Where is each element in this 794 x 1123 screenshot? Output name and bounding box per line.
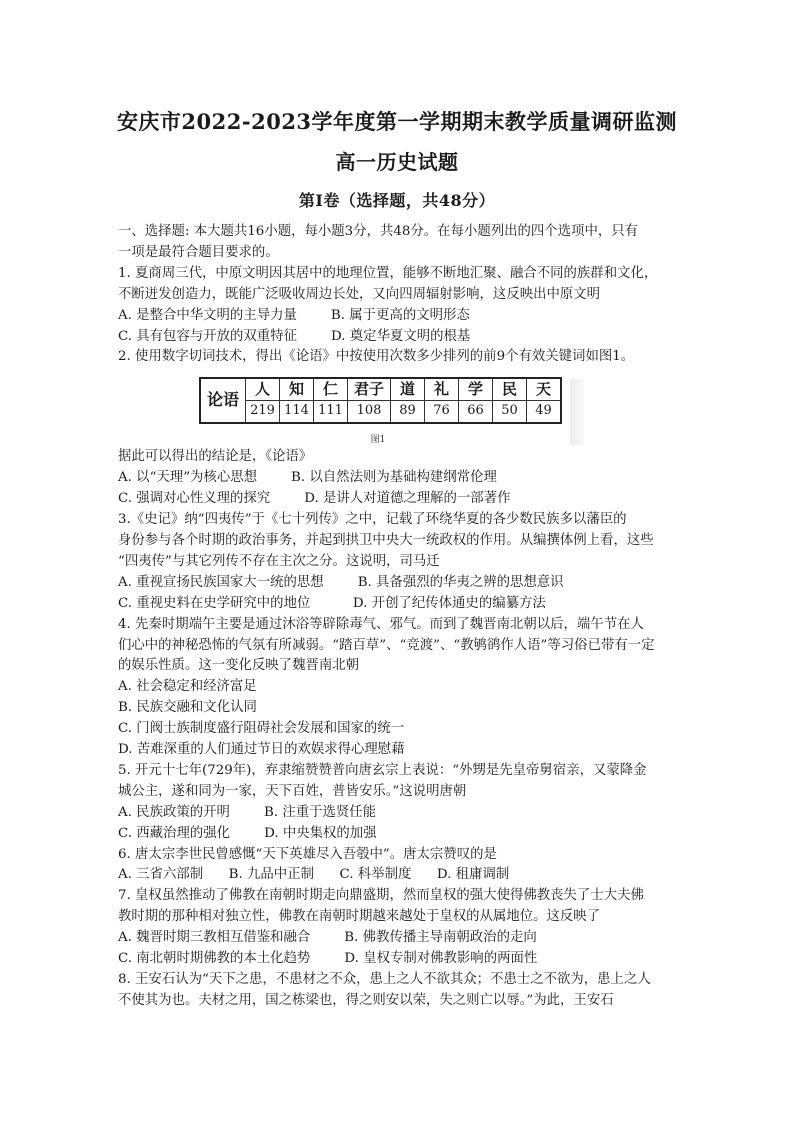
question-4-option-d: D. 苦难深重的人们通过节日的欢娱求得心理慰藉 xyxy=(118,742,405,758)
question-5-stem: 城公主，遂和同为一家，天下百姓，普皆安乐。”这说明唐朝 xyxy=(118,783,467,799)
question-2-options: A. 以“天理”为核心思想 B. 以自然法则为基础构建纲常伦理 xyxy=(118,470,497,486)
question-2-stem: 2. 使用数字切词技术，得出《论语》中按使用次数多少排列的前9个有效关键词如图1。 xyxy=(118,349,635,365)
question-3-stem: 3.《史记》纳“四夷传”于《七十列传》之中，记载了环绕华夏的各少数民族多以藩臣的 xyxy=(118,512,627,528)
question-1-stem: 不断迸发创造力，既能广泛吸收周边长处，又向四周辐射影响，这反映出中原文明 xyxy=(118,286,601,302)
question-2-stem: 据此可以得出的结论是，《论语》 xyxy=(118,449,313,465)
question-4-option-b: B. 民族交融和文化认同 xyxy=(118,700,257,716)
section-title: 第Ⅰ卷（选择题，共48分） xyxy=(298,191,496,210)
question-4-stem: 4. 先秦时期端午主要是通过沐浴等辟除毒气、邪气。而到了魏晋南北朝以后，端午节在人 xyxy=(118,616,644,632)
figure-1 xyxy=(118,373,678,431)
question-3-stem: 身份参与各个时期的政治事务，并起到拱卫中央大一统政权的作用。从编撰体例上看，这些 xyxy=(118,532,654,548)
count-cell: 108 xyxy=(348,401,391,424)
question-6-options: A. 三省六部制 B. 九品中正制 C. 科举制度 D. 租庸调制 xyxy=(118,867,510,883)
question-8-stem: 不使其为也。夫材之用，国之栋梁也，得之则安以荣，失之则亡以辱。”为此，王安石 xyxy=(118,992,614,1008)
question-5-stem: 5. 开元十七年(729年)，弃隶缩赞赞普向唐玄宗上表说：“外甥是先皇帝舅宿亲，又蒙降金 xyxy=(118,762,647,778)
count-cell: 66 xyxy=(459,401,493,424)
keyword-table xyxy=(199,377,562,424)
keyword-cell: 民 xyxy=(493,378,527,401)
question-1-stem: 1. 夏商周三代，中原文明因其居中的地理位置，能够不断地汇聚、融合不同的族群和文化， xyxy=(118,265,658,281)
question-1-options: C. 具有包容与开放的双重特征 D. 奠定华夏文明的根基 xyxy=(118,328,471,344)
question-7-stem: 7. 皇权虽然推动了佛教在南朝时期走向鼎盛期，然而皇权的强大使得佛教丧失了士大夫佛 xyxy=(118,888,644,904)
keyword-cell: 君子 xyxy=(348,378,391,401)
question-2-options: C. 强调对心性义理的探究 D. 是讲人对道德之理解的一部著作 xyxy=(118,491,511,507)
keyword-cell: 学 xyxy=(459,378,493,401)
question-3-options: C. 重视史料在史学研究中的地位 D. 开创了纪传体通史的编纂方法 xyxy=(118,595,546,611)
count-cell: 76 xyxy=(425,401,459,424)
question-5-options: C. 西藏治理的强化 D. 中央集权的加强 xyxy=(118,825,377,841)
keyword-cell: 仁 xyxy=(314,378,348,401)
keyword-cell: 人 xyxy=(246,378,280,401)
intro-line: 一、选择题: 本大题共16小题，每小题3分，共48分。在每小题列出的四个选项中，只有 xyxy=(118,224,639,239)
question-4-stem: 的娱乐性质。这一变化反映了魏晋南北朝 xyxy=(118,658,360,674)
keyword-cell: 礼 xyxy=(425,378,459,401)
exam-subtitle: 高一历史试题 xyxy=(335,150,459,174)
exam-title: 安庆市2022-2023学年度第一学期期末教学质量调研监测 xyxy=(116,109,678,134)
figure-caption: 图1 xyxy=(370,435,386,446)
question-4-stem: 们心中的神秘恐怖的气氛有所减弱。“踏百草”、“竞渡”、“教鸲鹆作人语”等习俗已带有一定 xyxy=(118,637,655,653)
count-cell: 49 xyxy=(527,401,562,424)
keyword-cell: 天 xyxy=(527,378,562,401)
question-3-stem: “四夷传”与其它列传不存在主次之分。这说明，司马迁 xyxy=(118,553,440,569)
question-7-options: C. 南北朝时期佛教的本土化趋势 D. 皇权专制对佛教影响的两面性 xyxy=(118,951,538,967)
table-label: 论语 xyxy=(200,378,246,423)
keyword-cell: 知 xyxy=(280,378,314,401)
count-cell: 219 xyxy=(246,401,280,424)
question-4-option-a: A. 社会稳定和经济富足 xyxy=(118,679,257,695)
count-cell: 50 xyxy=(493,401,527,424)
question-1-options: A. 是整合中华文明的主导力量 B. 属于更高的文明形态 xyxy=(118,307,470,323)
question-4-option-c: C. 门阀士族制度盛行阻碍社会发展和国家的统一 xyxy=(118,721,405,737)
question-7-stem: 教时期的那种相对独立性，佛教在南朝时期越来越处于皇权的从属地位。这反映了 xyxy=(118,909,601,925)
question-3-options: A. 重视宣扬民族国家大一统的思想 B. 具备强烈的华夷之辨的思想意识 xyxy=(118,574,564,590)
question-5-options: A. 民族政策的开明 B. 注重于选贤任能 xyxy=(118,804,377,820)
question-7-options: A. 魏晋时期三教相互借鉴和融合 B. 佛教传播主导南朝政治的走向 xyxy=(118,930,537,946)
exam-content xyxy=(118,222,678,1012)
count-cell: 89 xyxy=(391,401,425,424)
keyword-cell: 道 xyxy=(391,378,425,401)
question-8-stem: 8. 王安石认为“天下之患，不患材之不众，患上之人不欲其众；不患士之不欲为，患上之人 xyxy=(118,972,651,987)
count-cell: 111 xyxy=(314,401,348,424)
count-cell: 114 xyxy=(280,401,314,424)
question-6-stem: 6. 唐太宗李世民曾感慨“天下英雄尽入吾彀中”。唐太宗赞叹的是 xyxy=(118,846,497,862)
intro-line: 一项是最符合题目要求的。 xyxy=(118,244,279,260)
